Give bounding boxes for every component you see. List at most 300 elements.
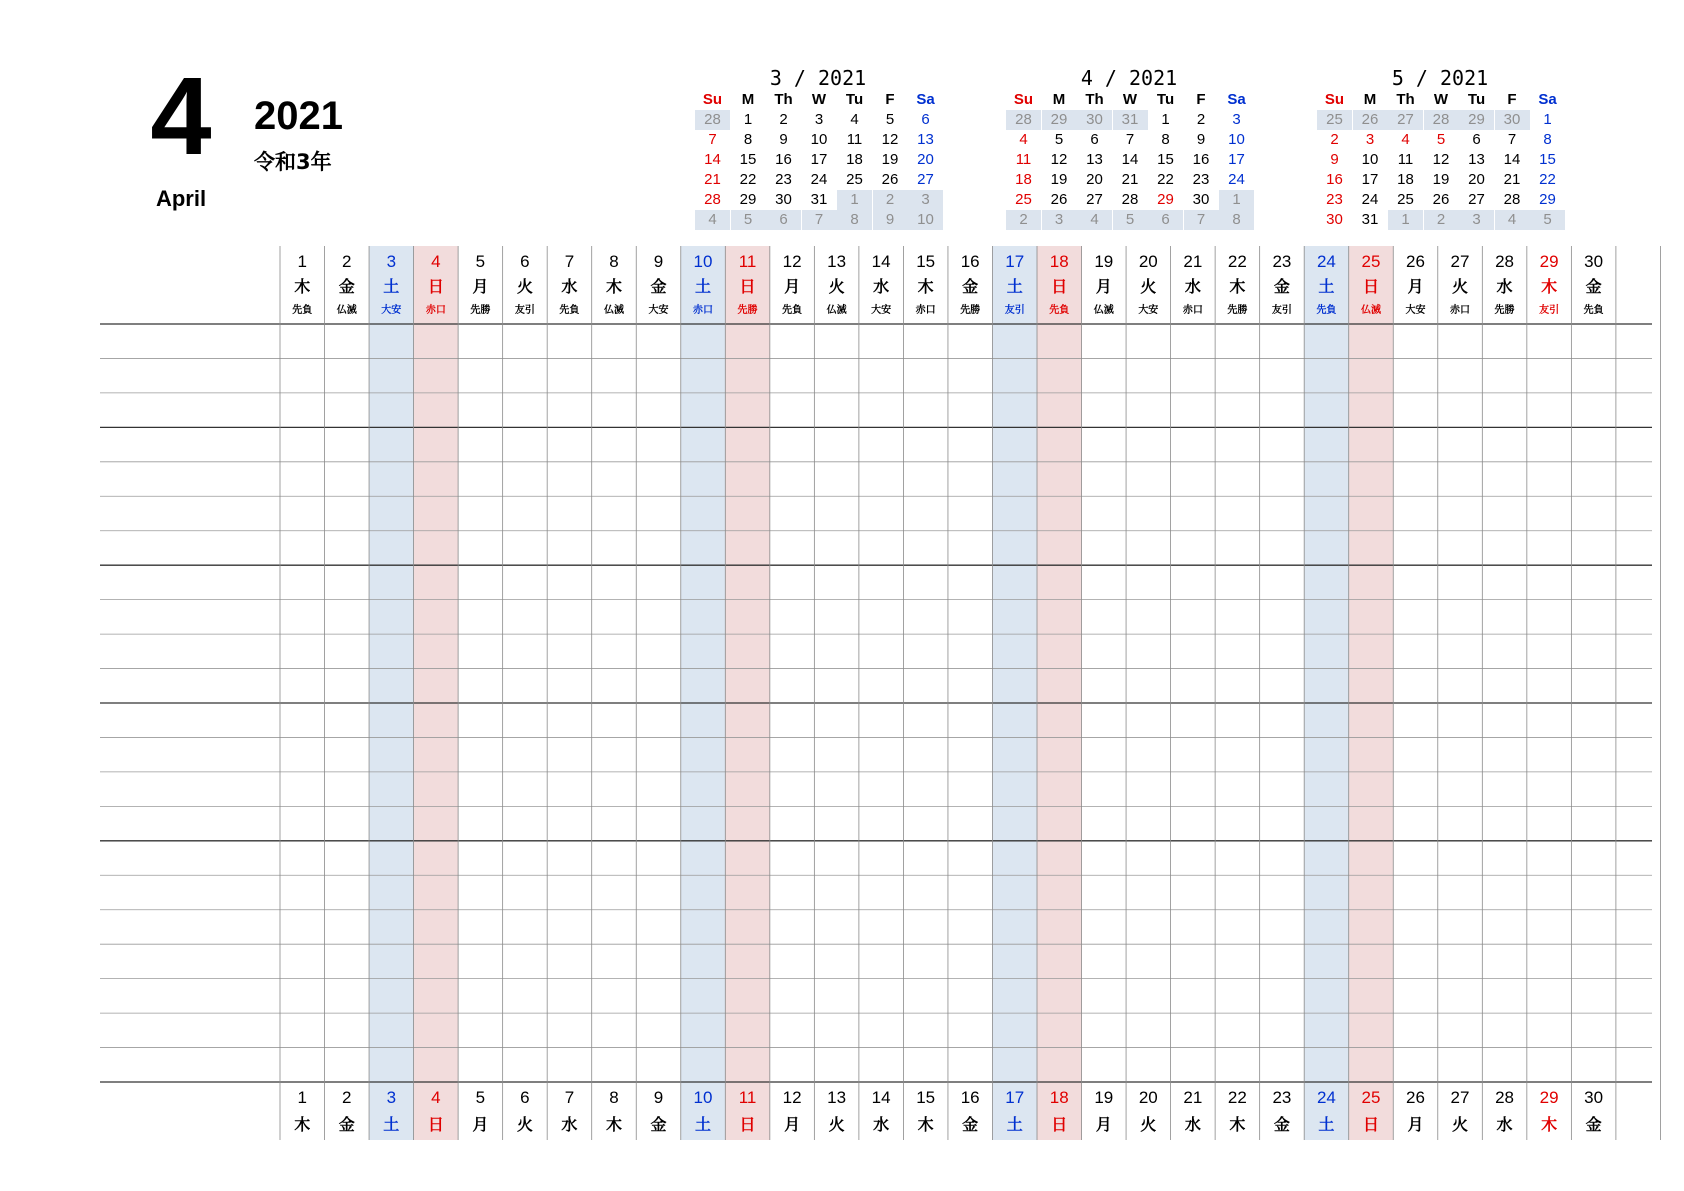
day-number: 9 [653,252,664,271]
mini-day: 4 [1401,131,1410,148]
mini-day: 6 [1148,210,1183,230]
footer-day-weekday: 金 [650,1115,667,1134]
footer-day-weekday: 土 [1006,1115,1023,1134]
day-number: 24 [1316,252,1336,271]
day-weekday: 木 [1229,277,1246,296]
footer-day-weekday: 木 [605,1115,622,1134]
mini-day: 25 [846,171,863,188]
day-number: 20 [1138,252,1158,271]
day-weekday: 水 [873,277,890,296]
day-number: 5 [475,252,486,271]
mini-day: 25 [1397,191,1414,208]
mini-day: 25 [1317,110,1352,130]
mini-day: 12 [881,131,899,148]
footer-day-number: 12 [782,1088,802,1107]
day-rokuyo: 赤口 [693,305,714,316]
mini-day: 2 [779,111,788,128]
mini-weekday: Su [1013,91,1034,108]
mini-weekday: Tu [1156,91,1175,108]
mini-day: 1 [1388,210,1423,230]
month-number: 4 [150,55,212,178]
day-weekday: 水 [1184,277,1201,296]
mini-day: 9 [779,131,788,148]
mini-day: 23 [1326,191,1343,208]
footer-day-number: 25 [1361,1088,1381,1107]
mini-day: 3 [1459,210,1494,230]
footer-day-weekday: 日 [427,1115,444,1134]
day-weekday: 土 [1006,277,1023,296]
day-weekday: 土 [1318,277,1335,296]
mini-weekday: W [1433,91,1449,108]
footer-day-weekday: 水 [561,1115,578,1134]
mini-day: 8 [837,210,872,230]
mini-day: 5 [1054,131,1064,148]
day-rokuyo: 赤口 [1450,305,1471,316]
day-number: 2 [342,252,352,271]
footer-day-weekday: 月 [784,1115,801,1134]
month-name: April [155,186,207,211]
day-rokuyo: 大安 [381,305,402,316]
day-weekday: 月 [1407,277,1424,296]
day-weekday: 火 [1452,277,1469,296]
weekend-column [414,246,459,1140]
footer-day-number: 23 [1272,1088,1292,1107]
mini-day: 31 [1361,211,1379,228]
mini-day: 7 [708,131,717,148]
mini-day: 8 [743,131,753,148]
mini-day: 7 [1184,210,1219,230]
mini-day: 2 [1424,210,1459,230]
mini-day: 4 [850,111,859,128]
day-weekday: 金 [962,277,979,296]
day-rokuyo: 赤口 [425,305,446,316]
mini-day: 2 [1006,210,1041,230]
day-weekday: 木 [1541,277,1558,296]
footer-day-weekday: 月 [1407,1115,1424,1134]
mini-day: 21 [1503,171,1521,188]
mini-day: 31 [1113,110,1148,130]
footer-day-weekday: 月 [472,1115,489,1134]
day-rokuyo: 仏滅 [336,305,357,316]
mini-day: 1 [1219,190,1254,210]
day-number: 30 [1584,252,1604,271]
day-rokuyo: 赤口 [915,305,936,316]
footer-day-weekday: 木 [1229,1115,1246,1134]
day-number: 7 [564,252,575,271]
mini-day: 23 [775,171,792,188]
day-number: 23 [1272,252,1292,271]
mini-day: 29 [1042,110,1077,130]
mini-day: 1 [1543,111,1552,128]
mini-day: 4 [1019,131,1028,148]
mini-day: 31 [810,191,828,208]
mini-day: 29 [739,191,757,208]
mini-day: 7 [1507,131,1517,148]
footer-day-number: 21 [1183,1088,1203,1107]
footer-day-number: 2 [342,1088,352,1107]
mini-weekday: M [1363,91,1377,108]
footer-day-number: 29 [1539,1088,1559,1107]
mini-day: 13 [1086,151,1103,168]
mini-weekday: M [741,91,755,108]
mini-day: 18 [1015,171,1032,188]
mini-weekday: Th [1085,91,1104,108]
day-rokuyo: 先負 [559,305,580,316]
day-rokuyo: 先勝 [470,305,491,316]
day-weekday: 水 [561,277,578,296]
mini-day: 5 [1436,131,1446,148]
footer-day-weekday: 火 [828,1115,845,1134]
footer-day-number: 10 [693,1088,713,1107]
mini-day: 25 [1015,191,1032,208]
mini-weekday: Su [702,91,723,108]
weekend-column [1037,246,1082,1140]
footer-day-number: 16 [960,1088,980,1107]
day-rokuyo: 仏滅 [603,305,624,316]
mini-day: 20 [917,151,934,168]
day-number: 29 [1539,252,1559,271]
day-rokuyo: 先負 [1583,305,1604,316]
mini-day: 15 [1539,151,1556,168]
footer-day-weekday: 木 [1541,1115,1558,1134]
mini-day: 20 [1086,171,1103,188]
mini-day: 12 [1432,151,1450,168]
mini-day: 3 [1232,111,1241,128]
mini-day: 14 [704,151,721,168]
footer-day-weekday: 火 [1140,1115,1157,1134]
mini-weekday: Tu [845,91,864,108]
mini-day: 21 [704,171,721,188]
mini-day: 3 [908,190,943,210]
day-rokuyo: 先負 [1316,305,1337,316]
mini-day: 10 [908,210,943,230]
footer-day-weekday: 月 [1095,1115,1112,1134]
day-weekday: 日 [1051,277,1068,296]
day-rokuyo: 先勝 [1227,305,1248,316]
footer-day-number: 15 [916,1088,936,1107]
footer-day-number: 4 [431,1088,441,1107]
mini-day: 6 [921,111,930,128]
day-number: 8 [609,252,619,271]
footer-day-number: 17 [1005,1088,1025,1107]
mini-day: 26 [1050,191,1068,208]
footer-day-weekday: 水 [873,1115,890,1134]
mini-weekday: F [1507,91,1517,108]
mini-day: 22 [739,171,757,188]
mini-day: 24 [1361,191,1379,208]
footer-day-number: 30 [1584,1088,1604,1107]
mini-weekday: M [1052,91,1066,108]
day-weekday: 金 [1585,277,1602,296]
mini-day: 11 [1015,151,1032,168]
day-number: 21 [1183,252,1203,271]
mini-day: 27 [1468,191,1485,208]
mini-day: 22 [1157,171,1174,188]
weekend-column [369,246,414,1140]
footer-day-number: 27 [1450,1088,1470,1107]
mini-day: 28 [1503,191,1521,208]
day-number: 4 [431,252,441,271]
day-weekday: 木 [605,277,622,296]
day-number: 17 [1005,252,1025,271]
mini-day: 6 [766,210,801,230]
footer-day-number: 13 [827,1088,847,1107]
mini-day: 24 [810,171,828,188]
mini-day: 8 [1219,210,1254,230]
mini-day: 19 [1050,171,1068,188]
footer-day-number: 3 [386,1088,397,1107]
day-number: 19 [1094,252,1114,271]
footer-day-weekday: 木 [294,1115,311,1134]
day-rokuyo: 先負 [1049,305,1070,316]
mini-day: 30 [1495,110,1530,130]
mini-day: 9 [1330,151,1339,168]
day-weekday: 火 [1140,277,1157,296]
mini-weekday: F [885,91,895,108]
day-weekday: 土 [695,277,712,296]
day-weekday: 日 [739,277,756,296]
mini-day: 30 [1326,211,1343,228]
mini-calendar-title: 4 / 2021 [1080,66,1178,90]
footer-day-weekday: 木 [917,1115,934,1134]
mini-day: 29 [1459,110,1494,130]
mini-day: 8 [1161,131,1170,148]
footer-day-number: 18 [1049,1088,1069,1107]
mini-day: 28 [695,110,730,130]
day-weekday: 火 [828,277,845,296]
mini-day: 17 [1228,151,1245,168]
mini-day: 27 [1086,191,1103,208]
mini-day: 28 [704,191,721,208]
mini-day: 30 [1192,191,1210,208]
day-number: 6 [520,252,530,271]
mini-day: 5 [1530,210,1565,230]
day-weekday: 金 [650,277,667,296]
day-number: 1 [297,252,307,271]
mini-weekday: W [811,91,827,108]
mini-day: 1 [1161,111,1170,128]
day-rokuyo: 仏滅 [1360,305,1381,316]
day-number: 10 [693,252,713,271]
mini-day: 24 [1228,171,1245,188]
footer-day-weekday: 水 [1184,1115,1201,1134]
day-rokuyo: 大安 [1405,305,1426,316]
mini-day: 22 [1539,171,1556,188]
day-number: 22 [1227,252,1247,271]
footer-day-number: 19 [1094,1088,1114,1107]
mini-day: 15 [739,151,757,168]
day-weekday: 木 [917,277,934,296]
mini-day: 16 [775,151,792,168]
day-rokuyo: 友引 [1271,305,1292,316]
day-rokuyo: 大安 [1138,305,1159,316]
footer-day-weekday: 金 [962,1115,979,1134]
mini-day: 2 [873,190,908,210]
mini-day: 2 [1330,131,1339,148]
day-number: 16 [960,252,980,271]
mini-day: 1 [837,190,872,210]
day-rokuyo: 友引 [1539,305,1560,316]
footer-day-number: 26 [1406,1088,1425,1107]
era-label: 令和3年 [254,150,332,174]
mini-day: 16 [1192,151,1210,168]
mini-day: 7 [802,210,837,230]
mini-day: 28 [1424,110,1459,130]
mini-day: 3 [1365,131,1375,148]
footer-day-weekday: 土 [383,1115,400,1134]
mini-day: 7 [1125,131,1135,148]
mini-day: 17 [810,151,828,168]
footer-day-number: 11 [738,1088,757,1107]
mini-day: 28 [1121,191,1139,208]
day-weekday: 日 [1362,277,1379,296]
weekend-column [992,246,1037,1140]
day-rokuyo: 先勝 [960,305,981,316]
mini-day: 3 [814,111,824,128]
mini-day: 6 [1472,131,1481,148]
day-weekday: 金 [338,277,355,296]
mini-day: 17 [1361,171,1379,188]
day-number: 3 [386,252,397,271]
day-rokuyo: 赤口 [1182,305,1203,316]
day-weekday: 月 [472,277,489,296]
day-rokuyo: 友引 [1004,305,1025,316]
mini-day: 3 [1042,210,1077,230]
mini-weekday: Th [774,91,793,108]
footer-day-weekday: 土 [1318,1115,1335,1134]
day-number: 15 [916,252,936,271]
weekend-column [681,246,726,1140]
day-number: 14 [871,252,891,271]
mini-weekday: Sa [916,91,935,108]
day-number: 11 [738,252,757,271]
mini-day: 5 [731,210,766,230]
weekend-column [1349,246,1394,1140]
weekend-column [725,246,770,1140]
mini-day: 30 [1077,110,1112,130]
footer-day-number: 20 [1138,1088,1158,1107]
mini-day: 4 [1077,210,1112,230]
mini-day: 16 [1326,171,1343,188]
footer-day-weekday: 金 [1585,1115,1602,1134]
mini-day: 26 [1432,191,1450,208]
day-rokuyo: 大安 [871,305,892,316]
mini-day: 1 [743,111,753,128]
mini-day: 12 [1050,151,1068,168]
day-weekday: 月 [1095,277,1112,296]
mini-calendar-title: 5 / 2021 [1391,66,1489,90]
day-weekday: 金 [1273,277,1290,296]
mini-day: 10 [1361,151,1379,168]
day-number: 25 [1361,252,1381,271]
footer-day-number: 14 [871,1088,891,1107]
mini-day: 19 [881,151,899,168]
mini-day: 2 [1196,111,1206,128]
year-label: 2021 [254,94,343,138]
day-number: 28 [1495,252,1514,271]
mini-day: 18 [846,151,863,168]
footer-day-weekday: 金 [1273,1115,1290,1134]
day-rokuyo: 先負 [292,305,313,316]
mini-day: 26 [1353,110,1388,130]
footer-day-weekday: 水 [1496,1115,1513,1134]
mini-day: 21 [1121,171,1139,188]
day-number: 13 [827,252,847,271]
mini-day: 9 [873,210,908,230]
footer-day-weekday: 金 [338,1115,355,1134]
mini-day: 6 [1090,131,1099,148]
mini-day: 10 [1228,131,1245,148]
day-weekday: 水 [1496,277,1513,296]
mini-day: 29 [1539,191,1556,208]
day-rokuyo: 友引 [514,305,535,316]
footer-day-number: 8 [609,1088,619,1107]
day-rokuyo: 先負 [782,305,803,316]
mini-weekday: Th [1396,91,1415,108]
mini-day: 5 [1113,210,1148,230]
footer-day-number: 24 [1316,1088,1336,1107]
day-weekday: 火 [516,277,533,296]
day-number: 18 [1049,252,1069,271]
mini-day: 8 [1543,131,1552,148]
day-rokuyo: 仏滅 [826,305,847,316]
day-rokuyo: 大安 [648,305,669,316]
mini-day: 14 [1121,151,1139,168]
mini-day: 26 [881,171,899,188]
mini-day: 19 [1432,171,1450,188]
mini-day: 23 [1192,171,1210,188]
footer-day-number: 22 [1227,1088,1247,1107]
footer-day-number: 28 [1495,1088,1514,1107]
footer-day-weekday: 火 [1452,1115,1469,1134]
mini-day: 15 [1157,151,1174,168]
footer-day-weekday: 日 [1362,1115,1379,1134]
mini-day: 30 [775,191,792,208]
footer-day-number: 9 [653,1088,664,1107]
mini-day: 29 [1157,191,1174,208]
footer-day-number: 6 [520,1088,530,1107]
day-number: 12 [782,252,802,271]
mini-day: 11 [1397,151,1414,168]
mini-day: 13 [1468,151,1485,168]
day-rokuyo: 先勝 [737,305,758,316]
mini-day: 9 [1196,131,1206,148]
footer-day-number: 1 [297,1088,307,1107]
mini-day: 10 [810,131,828,148]
mini-day: 27 [917,171,934,188]
day-weekday: 日 [427,277,444,296]
mini-day: 18 [1397,171,1414,188]
day-rokuyo: 仏滅 [1093,305,1114,316]
mini-weekday: Su [1324,91,1345,108]
mini-day: 14 [1503,151,1521,168]
day-weekday: 月 [784,277,801,296]
mini-day: 4 [695,210,730,230]
mini-weekday: Tu [1467,91,1486,108]
footer-day-number: 7 [564,1088,575,1107]
mini-day: 20 [1468,171,1485,188]
footer-day-weekday: 日 [1051,1115,1068,1134]
day-weekday: 土 [383,277,400,296]
mini-weekday: F [1196,91,1206,108]
day-rokuyo: 先勝 [1494,305,1515,316]
mini-calendar-title: 3 / 2021 [769,66,867,90]
mini-day: 5 [885,111,895,128]
mini-day: 11 [846,131,863,148]
mini-weekday: Sa [1227,91,1246,108]
day-number: 27 [1450,252,1470,271]
mini-day: 28 [1006,110,1041,130]
